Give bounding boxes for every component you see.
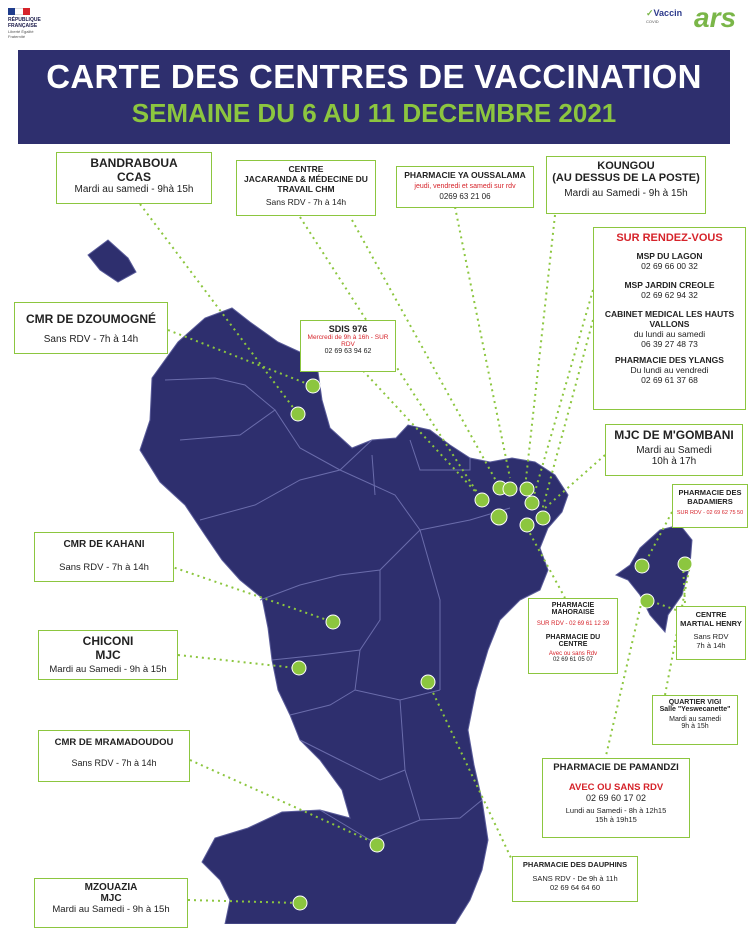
centre-jacaranda: CENTRE JACARANDA & MÉDECINE DU TRAVAIL CHM Sans RDV - 7h à 14h (236, 160, 376, 216)
pharmacie-dauphins: PHARMACIE DES DAUPHINS SANS RDV - De 9h à 11h 02 69 64 64 60 (512, 856, 638, 902)
centre-bandraboua: BANDRABOUA CCAS Mardi au samedi - 9hà 15h (56, 152, 212, 204)
marker-mahoraise (520, 518, 534, 532)
cmr-dzoumogne: CMR DE DZOUMOGNÉ Sans RDV - 7h à 14h (14, 302, 168, 354)
ars-logo: ars (694, 2, 737, 33)
pharmacie-pamandzi: PHARMACIE DE PAMANDZI AVEC OU SANS RDV 02 69 60 17 02 Lundi au Samedi - 8h à 12h15 15h à 19h15 (542, 758, 690, 838)
marker-koungou (520, 482, 534, 496)
pharmacie-ya-oussalama: PHARMACIE YA OUSSALAMA jeudi, vendredi et samedi sur rdv 0269 63 21 06 (396, 166, 534, 208)
marker-kahani (326, 615, 340, 629)
sdis-976: SDIS 976 Mercredi de 9h à 16h - SUR RDV 02 69 63 94 62 (300, 320, 396, 372)
marker-dzoumogne (306, 379, 320, 393)
republique-francaise-logo: RÉPUBLIQUE FRANÇAISE Liberté Égalité Fraternité (8, 8, 48, 39)
centre-martial-henry: CENTRE MARTIAL HENRY Sans RDV 7h à 14h (676, 606, 746, 660)
islet-nw (88, 240, 136, 282)
page-subtitle: SEMAINE DU 6 AU 11 DECEMBRE 2021 (131, 98, 617, 128)
grande-terre (140, 308, 568, 924)
marker-mamoudzou (491, 509, 507, 525)
centre-koungou: KOUNGOU (AU DESSUS DE LA POSTE) Mardi au Samedi - 9h à 15h (546, 156, 706, 214)
marker-mzouazia (293, 896, 307, 910)
marker-pamandzi (640, 594, 654, 608)
marker-badamiers (635, 559, 649, 573)
marker-mgombani (536, 511, 550, 525)
cmr-kahani: CMR DE KAHANI Sans RDV - 7h à 14h (34, 532, 174, 582)
quartier-vigi: QUARTIER VIGI Salle "Yeswecanette" Mardi au samedi 9h à 15h (652, 695, 738, 745)
marker-msp (525, 496, 539, 510)
mjc-chiconi: CHICONI MJC Mardi au Samedi - 9h à 15h (38, 630, 178, 680)
vaccin-covid-logo: ✓Vaccin COVID (646, 8, 683, 24)
marker-vigi (678, 557, 692, 571)
marker-chiconi (292, 661, 306, 675)
pharmacie-badamiers: PHARMACIE DES BADAMIERS SUR RDV - 02 69 62 75 50 (672, 484, 748, 528)
marker-dauphins (421, 675, 435, 689)
pharmacie-mahoraise: PHARMACIE MAHORAISE SUR RDV - 02 69 61 12 39 PHARMACIE DU CENTRE Avec ou sans Rdv 02 69 61 05 07 (528, 598, 618, 674)
marker-ya-oussalama (503, 482, 517, 496)
sur-rendez-vous-panel: SUR RENDEZ-VOUS MSP DU LAGON 02 69 66 00 32 MSP JARDIN CREOLE 02 69 62 94 32 CABINET MEDICAL LES HAUTS VALLONS du lundi au samedi 06 39 27 48 73 PHARMACIE DES YLANGS Du lundi au vendredi 02 69 61 37 68 (593, 227, 746, 410)
marker-mramadoudou (370, 838, 384, 852)
cmr-mramadoudou: CMR DE MRAMADOUDOU Sans RDV - 7h à 14h (38, 730, 190, 782)
page-title: CARTE DES CENTRES DE VACCINATION (46, 58, 702, 95)
marker-bandraboua (291, 407, 305, 421)
mjc-mgombani: MJC DE M'GOMBANI Mardi au Samedi 10h à 17h (605, 424, 743, 476)
mjc-mzouazia: MZOUAZIA MJC Mardi au Samedi - 9h à 15h (34, 878, 188, 928)
marker-jacaranda (475, 493, 489, 507)
